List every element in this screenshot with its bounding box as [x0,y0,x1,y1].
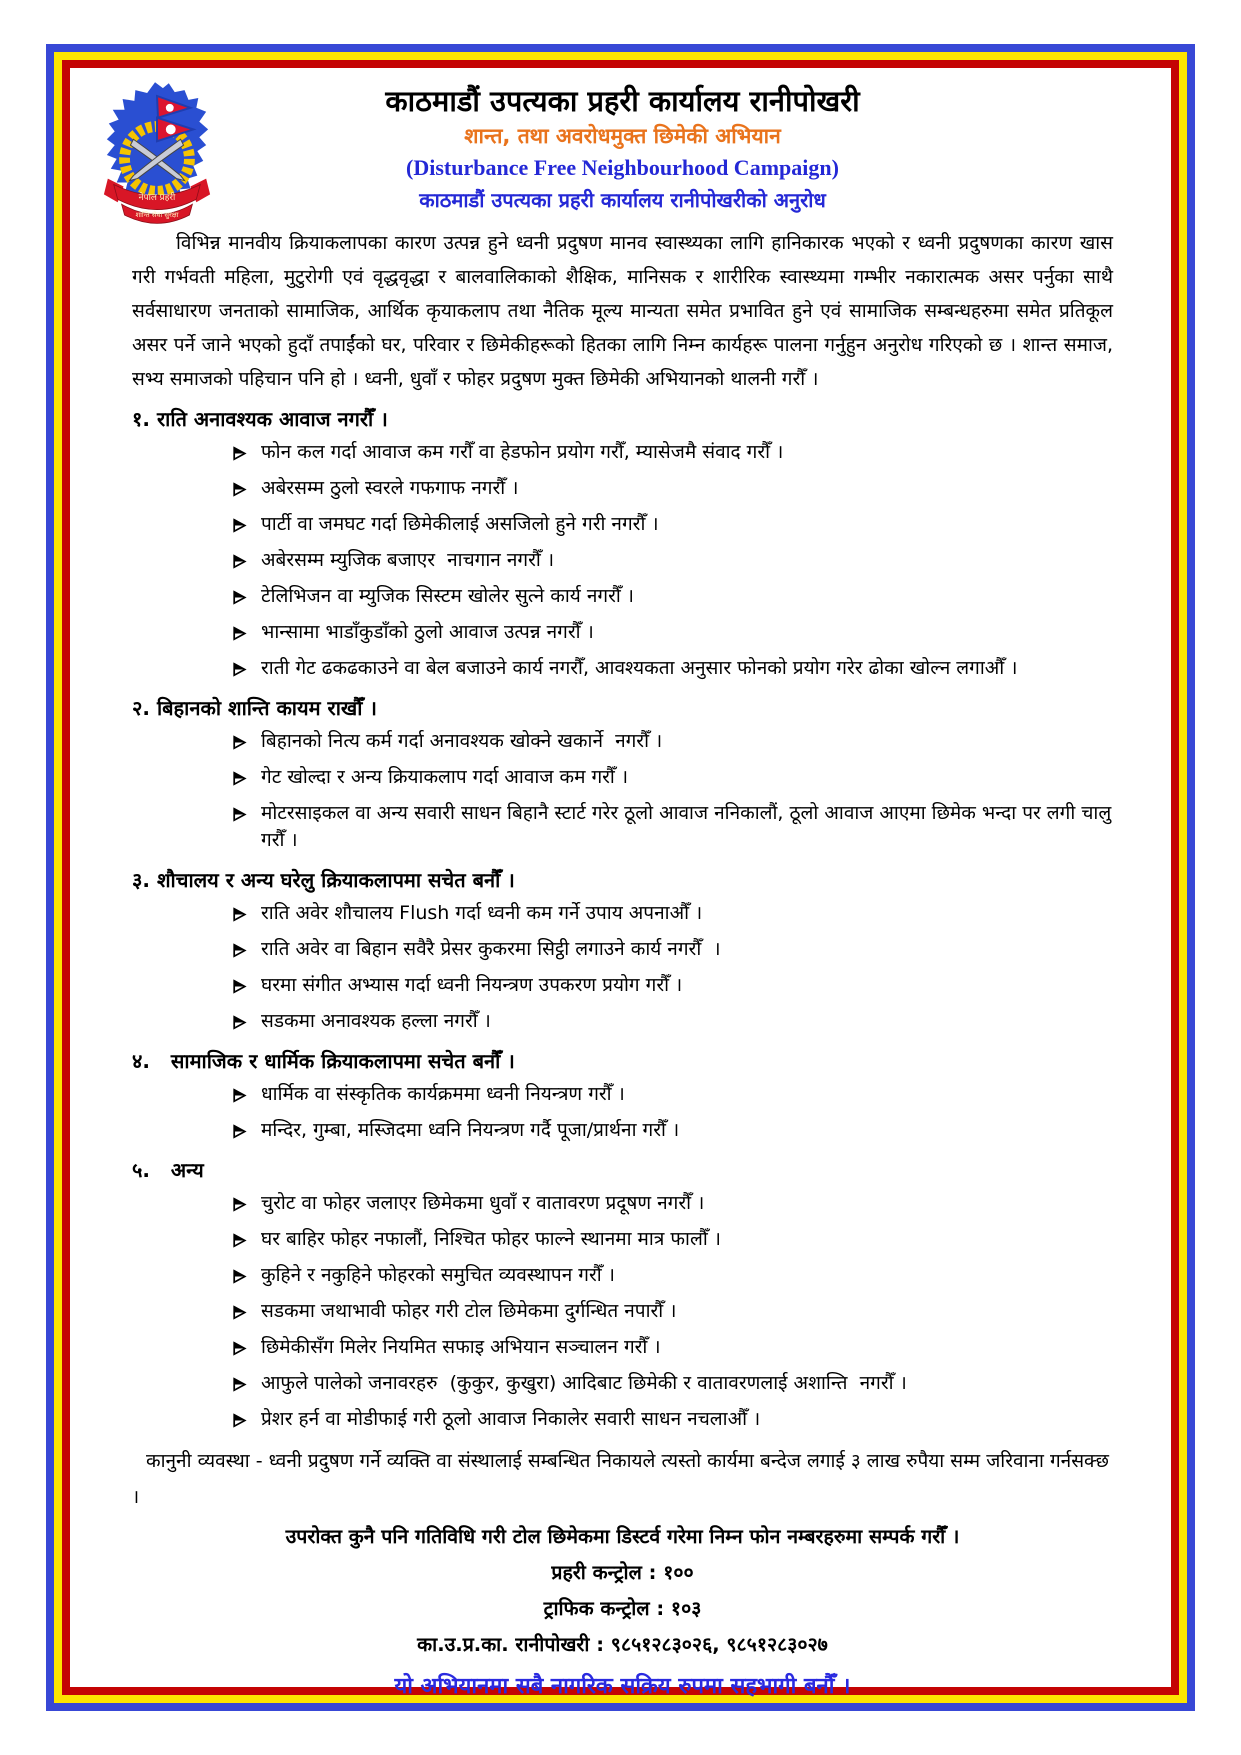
bullet-icon-wrap [232,554,247,573]
bullet-text: गेट खोल्दा र अन्य क्रियाकलाप गर्दा आवाज कम गरौँ । [261,766,629,788]
bullet-item [132,1406,1113,1433]
section-2 [132,691,1118,854]
bullet-item [132,1008,1113,1035]
arrow-bullet-icon [232,1124,247,1139]
bullet-text: बिहानको नित्य कर्म गर्दा अनावश्यक खोक्ने खकार्ने नगरौँ । [261,730,663,752]
bullet-text: छिमेकीसँग मिलेर नियमित सफाइ अभियान सञ्चालन गरौँ । [261,1336,661,1358]
contact-intro: उपरोक्त कुनै पनि गतिविधि गरी टोल छिमेकमा डिस्टर्व गरेमा निम्न फोन नम्बरहरुमा सम्पर्क गरौँ । [285,1525,960,1548]
bullet-item [132,764,1113,791]
arrow-bullet-icon [232,735,247,750]
legal-provision: कानुनी व्यवस्था - ध्वनी प्रदुषण गर्ने व्यक्ति वा संस्थालाई सम्बन्धित निकायले त्यस्तो कार्यमा बन्देज लगाई ३ लाख रुपैया सम्म जरिवाना गर्नसक्छ । [132,1450,1109,1508]
bullet-item [132,511,1113,538]
intro-paragraph: विभिन्न मानवीय क्रियाकलापका कारण उत्पन्न हुने ध्वनी प्रदुषण मानव स्वास्थ्यका लागि हानिकारक भएको र ध्वनी प्रदुषणका कारण खास गरी गर्भवती महिला, मुटुरोगी एवं वृद्धवृद्धा र बालवालिकाको शैक्षिक, मानिसक र शारीरिक स्वास्थ्यमा गम्भीर नकारात्मक असर पर्नुका साथै सर्वसाधारण जनताको सामाजिक, आर्थिक कृयाकलाप तथा नैतिक मूल्य मान्यता समेत प्रभावित हुने एवं सामाजिक सम्बन्धहरुमा समेत प्रतिकूल असर पर्ने जाने भएको हुदाँ तपाईंको घर, परिवार र छिमेकीहरूको हितका लागि निम्न कार्यहरू पालना गर्नुहुन अनुरोध गरिएको छ । शान्त समाज, सभ्य समाजको पहिचान पनि हो । ध्वनी, धुवाँ र फोहर प्रदुषण मुक्त छिमेकी अभियानको थालनी गरौँ । [132,232,1113,390]
arrow-bullet-icon [232,1233,247,1248]
bullet-icon-wrap [232,1124,247,1143]
arrow-bullet-icon [232,1341,247,1356]
bullet-item [132,900,1113,927]
arrow-bullet-icon [232,907,247,922]
arrow-bullet-icon [232,518,247,533]
bullet-item [132,1262,1113,1289]
arrow-bullet-icon [232,554,247,569]
section-4 [132,1044,1113,1144]
arrow-bullet-icon [232,1269,247,1284]
document-header [132,82,1113,216]
bullet-item [132,547,1113,574]
arrow-bullet-icon [232,482,247,497]
bullet-text: अबेरसम्म ठुलो स्वरले गफगाफ नगरौँ । [261,477,519,499]
arrow-bullet-icon [232,1015,247,1030]
bullet-icon-wrap [232,1197,247,1216]
bullet-item [132,1370,1113,1397]
arrow-bullet-icon [232,807,247,822]
section-heading: २. बिहानको शान्ति कायम राखौँ । [132,696,377,720]
bullet-icon-wrap [232,446,247,465]
bullet-text: राती गेट ढकढकाउने वा बेल बजाउने कार्य नगरौँ, आवश्यकता अनुसार फोनको प्रयोग गरेर ढोका खोल्न लगाऔँ । [261,657,1018,679]
bullet-text: राति अवेर वा बिहान सवैरै प्रेसर कुकरमा सिट्ठी लगाउने कार्य नगरौँ । [261,938,721,960]
bullet-text: सडकमा अनावश्यक हल्ला नगरौँ । [261,1010,491,1032]
bullet-item [132,475,1113,502]
arrow-bullet-icon [232,1413,247,1428]
bullet-text: फोन कल गर्दा आवाज कम गरौँ वा हेडफोन प्रयोग गरौँ, म्यासेजमै संवाद गरौँ । [261,441,784,463]
bullet-text: आफुले पालेको जनावरहरु (कुकुर, कुखुरा) आदिबाट छिमेकी र वातावरणलाई अशान्ति नगरौँ । [261,1372,907,1394]
bullet-item [132,972,1113,999]
section-heading: ३. शौचालय र अन्य घरेलु क्रियाकलापमा सचेत बनौँ । [132,868,515,892]
page-content [70,68,1171,1699]
bullet-text: प्रेशर हर्न वा मोडीफाई गरी ठूलो आवाज निकालेर सवारी साधन नचलाऔँ । [261,1408,761,1430]
banner-top-text: नेपाल प्रहरी [138,193,176,204]
arrow-bullet-icon [232,662,247,677]
bullet-icon-wrap [232,662,247,681]
arrow-bullet-icon [232,446,247,461]
bullet-text: घर बाहिर फोहर नफालौं, निश्चित फोहर फाल्ने स्थानमा मात्र फालौँ । [261,1228,721,1250]
bullet-text: सडकमा जथाभावी फोहर गरी टोल छिमेकमा दुर्गन्धित नपारौँ । [261,1300,677,1322]
bullet-icon-wrap [232,1269,247,1288]
bullet-text: मन्दिर, गुम्बा, मस्जिदमा ध्वनि नियन्त्रण गर्दै पूजा/प्रार्थना गरौँ । [261,1119,680,1141]
bullet-item [132,1298,1113,1325]
inner-red-border [62,60,1179,1699]
section-5 [132,1153,1113,1433]
sections-list [132,402,1118,1433]
section-heading: ४. सामाजिक र धार्मिक क्रियाकलापमा सचेत बनौँ । [132,1049,515,1073]
bullet-text: अबेरसम्म म्युजिक बजाएर नाचगान नगरौँ । [261,549,555,571]
bullet-item [132,1081,1113,1108]
bullet-text: पार्टी वा जमघट गर्दा छिमेकीलाई असजिलो हुने गरी नगरौँ । [261,513,659,535]
bullet-item [132,1226,1113,1253]
bullet-item [132,1117,1113,1144]
bullet-text: कुहिने र नकुहिने फोहरको समुचित व्यवस्थापन गरौँ । [261,1264,615,1286]
bullet-item [132,800,1118,854]
bullet-icon-wrap [232,1413,247,1432]
bullet-text: राति अवेर शौचालय Flush गर्दा ध्वनी कम गर्ने उपाय अपनाऔँ । [261,902,703,924]
nepal-police-logo [98,80,216,230]
bullet-icon-wrap [232,1341,247,1360]
banner-bottom-text: शान्ति सेवा सुरक्षा [135,210,179,219]
bullet-icon-wrap [232,518,247,537]
arrow-bullet-icon [232,979,247,994]
office-title: काठमाडौं उपत्यका प्रहरी कार्यालय रानीपोखरी [385,84,860,118]
bullet-icon-wrap [232,590,247,609]
bullet-text: चुरोट वा फोहर जलाएर छिमेकमा धुवाँ र वातावरण प्रदूषण नगरौँ । [261,1192,705,1214]
bullet-item [132,439,1113,466]
contact-traffic-control: ट्राफिक कन्ट्रोल : १०३ [543,1597,702,1620]
arrow-bullet-icon [232,1377,247,1392]
section-heading: १. राति अनावश्यक आवाज नगरौँ । [132,407,388,431]
bullet-item [132,936,1113,963]
contact-police-control: प्रहरी कन्ट्रोल : १०० [551,1561,694,1584]
bullet-icon-wrap [232,807,247,826]
bullet-item [132,583,1113,610]
arrow-bullet-icon [232,943,247,958]
outer-blue-border [46,44,1195,1711]
bullet-icon-wrap [232,626,247,645]
bullet-item [132,655,1113,682]
arrow-bullet-icon [232,771,247,786]
bullet-item [132,1190,1113,1217]
closing-appeal: यो अभियानमा सबै नागरिक सक्रिय रुपमा सहभागी बनौँ । [394,1674,851,1699]
bullet-icon-wrap [232,1233,247,1252]
arrow-bullet-icon [232,1305,247,1320]
campaign-title-english: (Disturbance Free Neighbourhood Campaign) [406,155,839,180]
bullet-icon-wrap [232,771,247,790]
arrow-bullet-icon [232,626,247,641]
bullet-text: टेलिभिजन वा म्युजिक सिस्टम खोलेर सुत्ने कार्य नगरौँ । [261,585,635,607]
bullet-text: भान्सामा भाडाँकुडाँको ठुलो आवाज उत्पन्न नगरौँ । [261,621,594,643]
bullet-icon-wrap [232,482,247,501]
bullet-icon-wrap [232,1377,247,1396]
bullet-icon-wrap [232,1305,247,1324]
section-3 [132,863,1113,1035]
middle-yellow-border [54,52,1187,1703]
bullet-icon-wrap [232,907,247,926]
request-line: काठमाडौं उपत्यका प्रहरी कार्यालय रानीपोखरीको अनुरोध [419,188,826,212]
bullet-item [132,728,1113,755]
arrow-bullet-icon [232,1197,247,1212]
bullet-icon-wrap [232,1088,247,1107]
section-1 [132,402,1113,682]
bullet-text: धार्मिक वा संस्कृतिक कार्यक्रममा ध्वनी नियन्त्रण गरौँ । [261,1083,625,1105]
arrow-bullet-icon [232,1088,247,1103]
bullet-item [132,619,1113,646]
bullet-icon-wrap [232,735,247,754]
arrow-bullet-icon [232,590,247,605]
bullet-icon-wrap [232,1015,247,1034]
bullet-icon-wrap [232,943,247,962]
bullet-icon-wrap [232,979,247,998]
bullet-text: मोटरसाइकल वा अन्य सवारी साधन बिहानै स्टार्ट गरेर ठूलो आवाज ननिकालौं, ठूलो आवाज आएमा छिमेक भन्दा पर लगी चालु गरौँ । [261,802,1118,851]
bullet-item [132,1334,1113,1361]
contact-ranipokhari-office: का.उ.प्र.का. रानीपोखरी : ९८५१२८३०२६, ९८५१२८३०२७ [417,1633,828,1656]
campaign-title-nepali: शान्त, तथा अवरोधमुक्त छिमेकी अभियान [464,124,781,148]
bullet-text: घरमा संगीत अभ्यास गर्दा ध्वनी नियन्त्रण उपकरण प्रयोग गरौँ । [261,974,683,996]
section-heading: ५. अन्य [132,1158,204,1182]
